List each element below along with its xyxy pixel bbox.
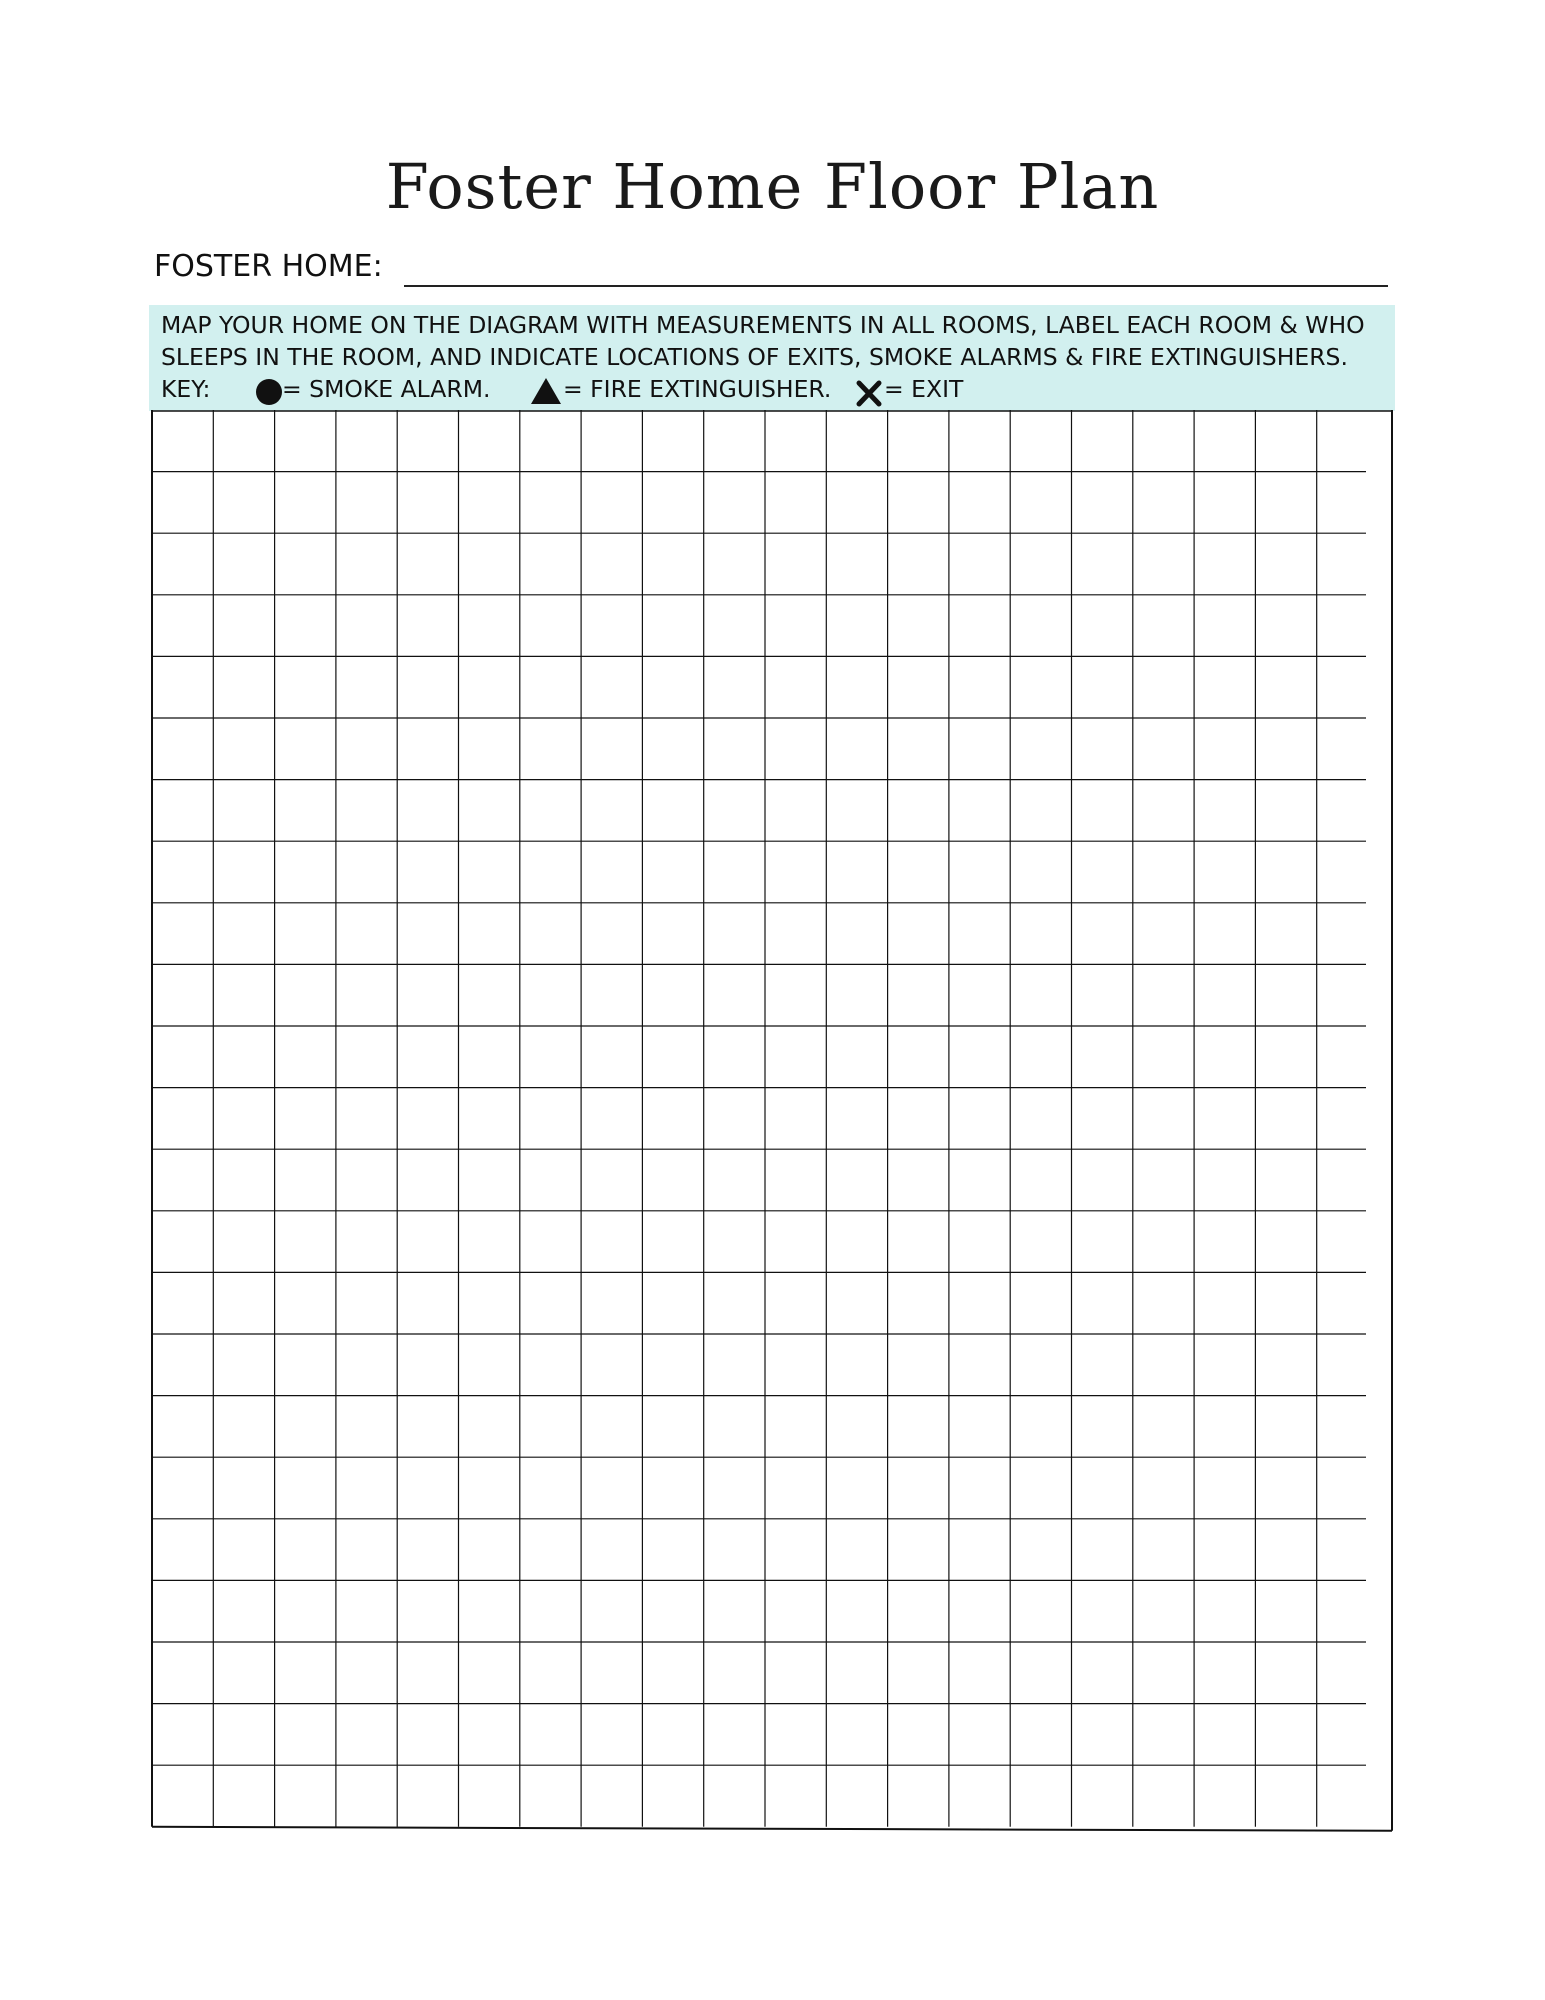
grid-bottom-border [152, 1827, 1392, 1831]
page-title: Foster Home Floor Plan [385, 150, 1160, 223]
instructions-box [149, 305, 1395, 411]
smoke-alarm-icon [256, 379, 282, 405]
key-label: KEY: [161, 375, 211, 403]
exit-key-text: = EXIT [884, 375, 964, 403]
fire-extinguisher-icon [531, 378, 561, 404]
fire-extinguisher-key-text: = FIRE EXTINGUISHER. [563, 375, 832, 403]
smoke-alarm-key-text: = SMOKE ALARM. [282, 375, 491, 403]
foster-home-name-field[interactable] [404, 285, 1388, 287]
instructions-line-1: MAP YOUR HOME ON THE DIAGRAM WITH MEASUREMENTS IN ALL ROOMS, LABEL EACH ROOM & WHO [161, 311, 1365, 339]
floor-plan-grid[interactable] [150, 410, 1400, 1840]
exit-icon [854, 377, 884, 407]
key-legend [161, 375, 1381, 405]
instructions-line-2: SLEEPS IN THE ROOM, AND INDICATE LOCATIONS OF EXITS, SMOKE ALARMS & FIRE EXTINGUISHERS. [161, 343, 1348, 371]
foster-home-label: FOSTER HOME: [154, 249, 383, 284]
